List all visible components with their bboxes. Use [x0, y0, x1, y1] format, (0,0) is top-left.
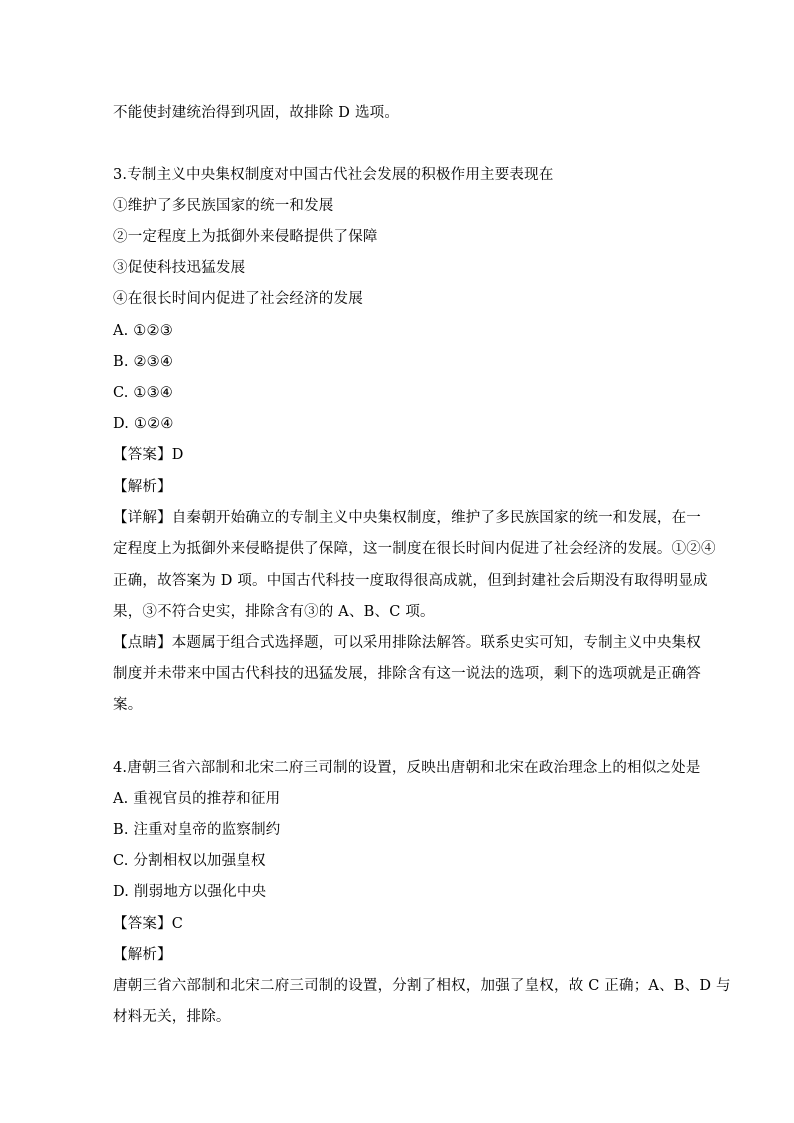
q4-analysis-line-1: 唐朝三省六部制和北宋二府三司制的设置，分割了相权，加强了皇权，故 C 正确；A、B、D 与	[113, 978, 731, 994]
q3-item-1: ①维护了多民族国家的统一和发展	[113, 198, 334, 214]
q3-detail-line-1: 【详解】自秦朝开始确立的专制主义中央集权制度，维护了多民族国家的统一和发展，在一	[113, 510, 701, 526]
q4-option-d: D. 削弱地方以强化中央	[113, 884, 267, 900]
q4-analysis-line-2: 材料无关，排除。	[113, 1009, 231, 1025]
q3-detail-line-2: 定程度上为抵御外来侵略提供了保障，这一制度在很长时间内促进了社会经济的发展。①②④	[113, 541, 716, 557]
q4-option-b: B. 注重对皇帝的监察制约	[113, 822, 281, 838]
q3-tip-line-2: 制度并未带来中国古代科技的迅猛发展，排除含有这一说法的选项，剩下的选项就是正确答	[113, 666, 701, 682]
q4-option-c: C. 分割相权以加强皇权	[113, 853, 266, 869]
q3-item-2: ②一定程度上为抵御外来侵略提供了保障	[113, 229, 378, 245]
q4-answer: 【答案】C	[113, 916, 184, 932]
q3-tip-line-3: 案。	[113, 697, 143, 713]
q3-item-3: ③促使科技迅猛发展	[113, 260, 246, 276]
q3-option-b: B. ②③④	[113, 354, 174, 370]
q3-option-c: C. ①③④	[113, 385, 173, 401]
q3-detail-line-4: 果，③不符合史实，排除含有③的 A、B、C 项。	[113, 604, 435, 620]
q3-tip-line-1: 【点睛】本题属于组合式选择题，可以采用排除法解答。联系史实可知，专制主义中央集权	[113, 635, 701, 651]
q4-option-a: A. 重视官员的推荐和征用	[113, 791, 281, 807]
q3-answer: 【答案】D	[113, 447, 184, 463]
q4-stem: 4.唐朝三省六部制和北宋二府三司制的设置，反映出唐朝和北宋在政治理念上的相似之处是	[113, 760, 701, 776]
q3-option-a: A. ①②③	[113, 323, 173, 339]
q3-detail-line-3: 正确，故答案为 D 项。中国古代科技一度取得很高成就，但到封建社会后期没有取得明显成	[113, 573, 708, 589]
q4-analysis-label: 【解析】	[113, 947, 172, 963]
q3-analysis-label: 【解析】	[113, 479, 172, 495]
q3-item-4: ④在很长时间内促进了社会经济的发展	[113, 291, 363, 307]
q3-stem: 3.专制主义中央集权制度对中国古代社会发展的积极作用主要表现在	[113, 167, 554, 183]
intro-tail-text: 不能使封建统治得到巩固，故排除 D 选项。	[113, 105, 400, 121]
q3-option-d: D. ①②④	[113, 416, 174, 432]
